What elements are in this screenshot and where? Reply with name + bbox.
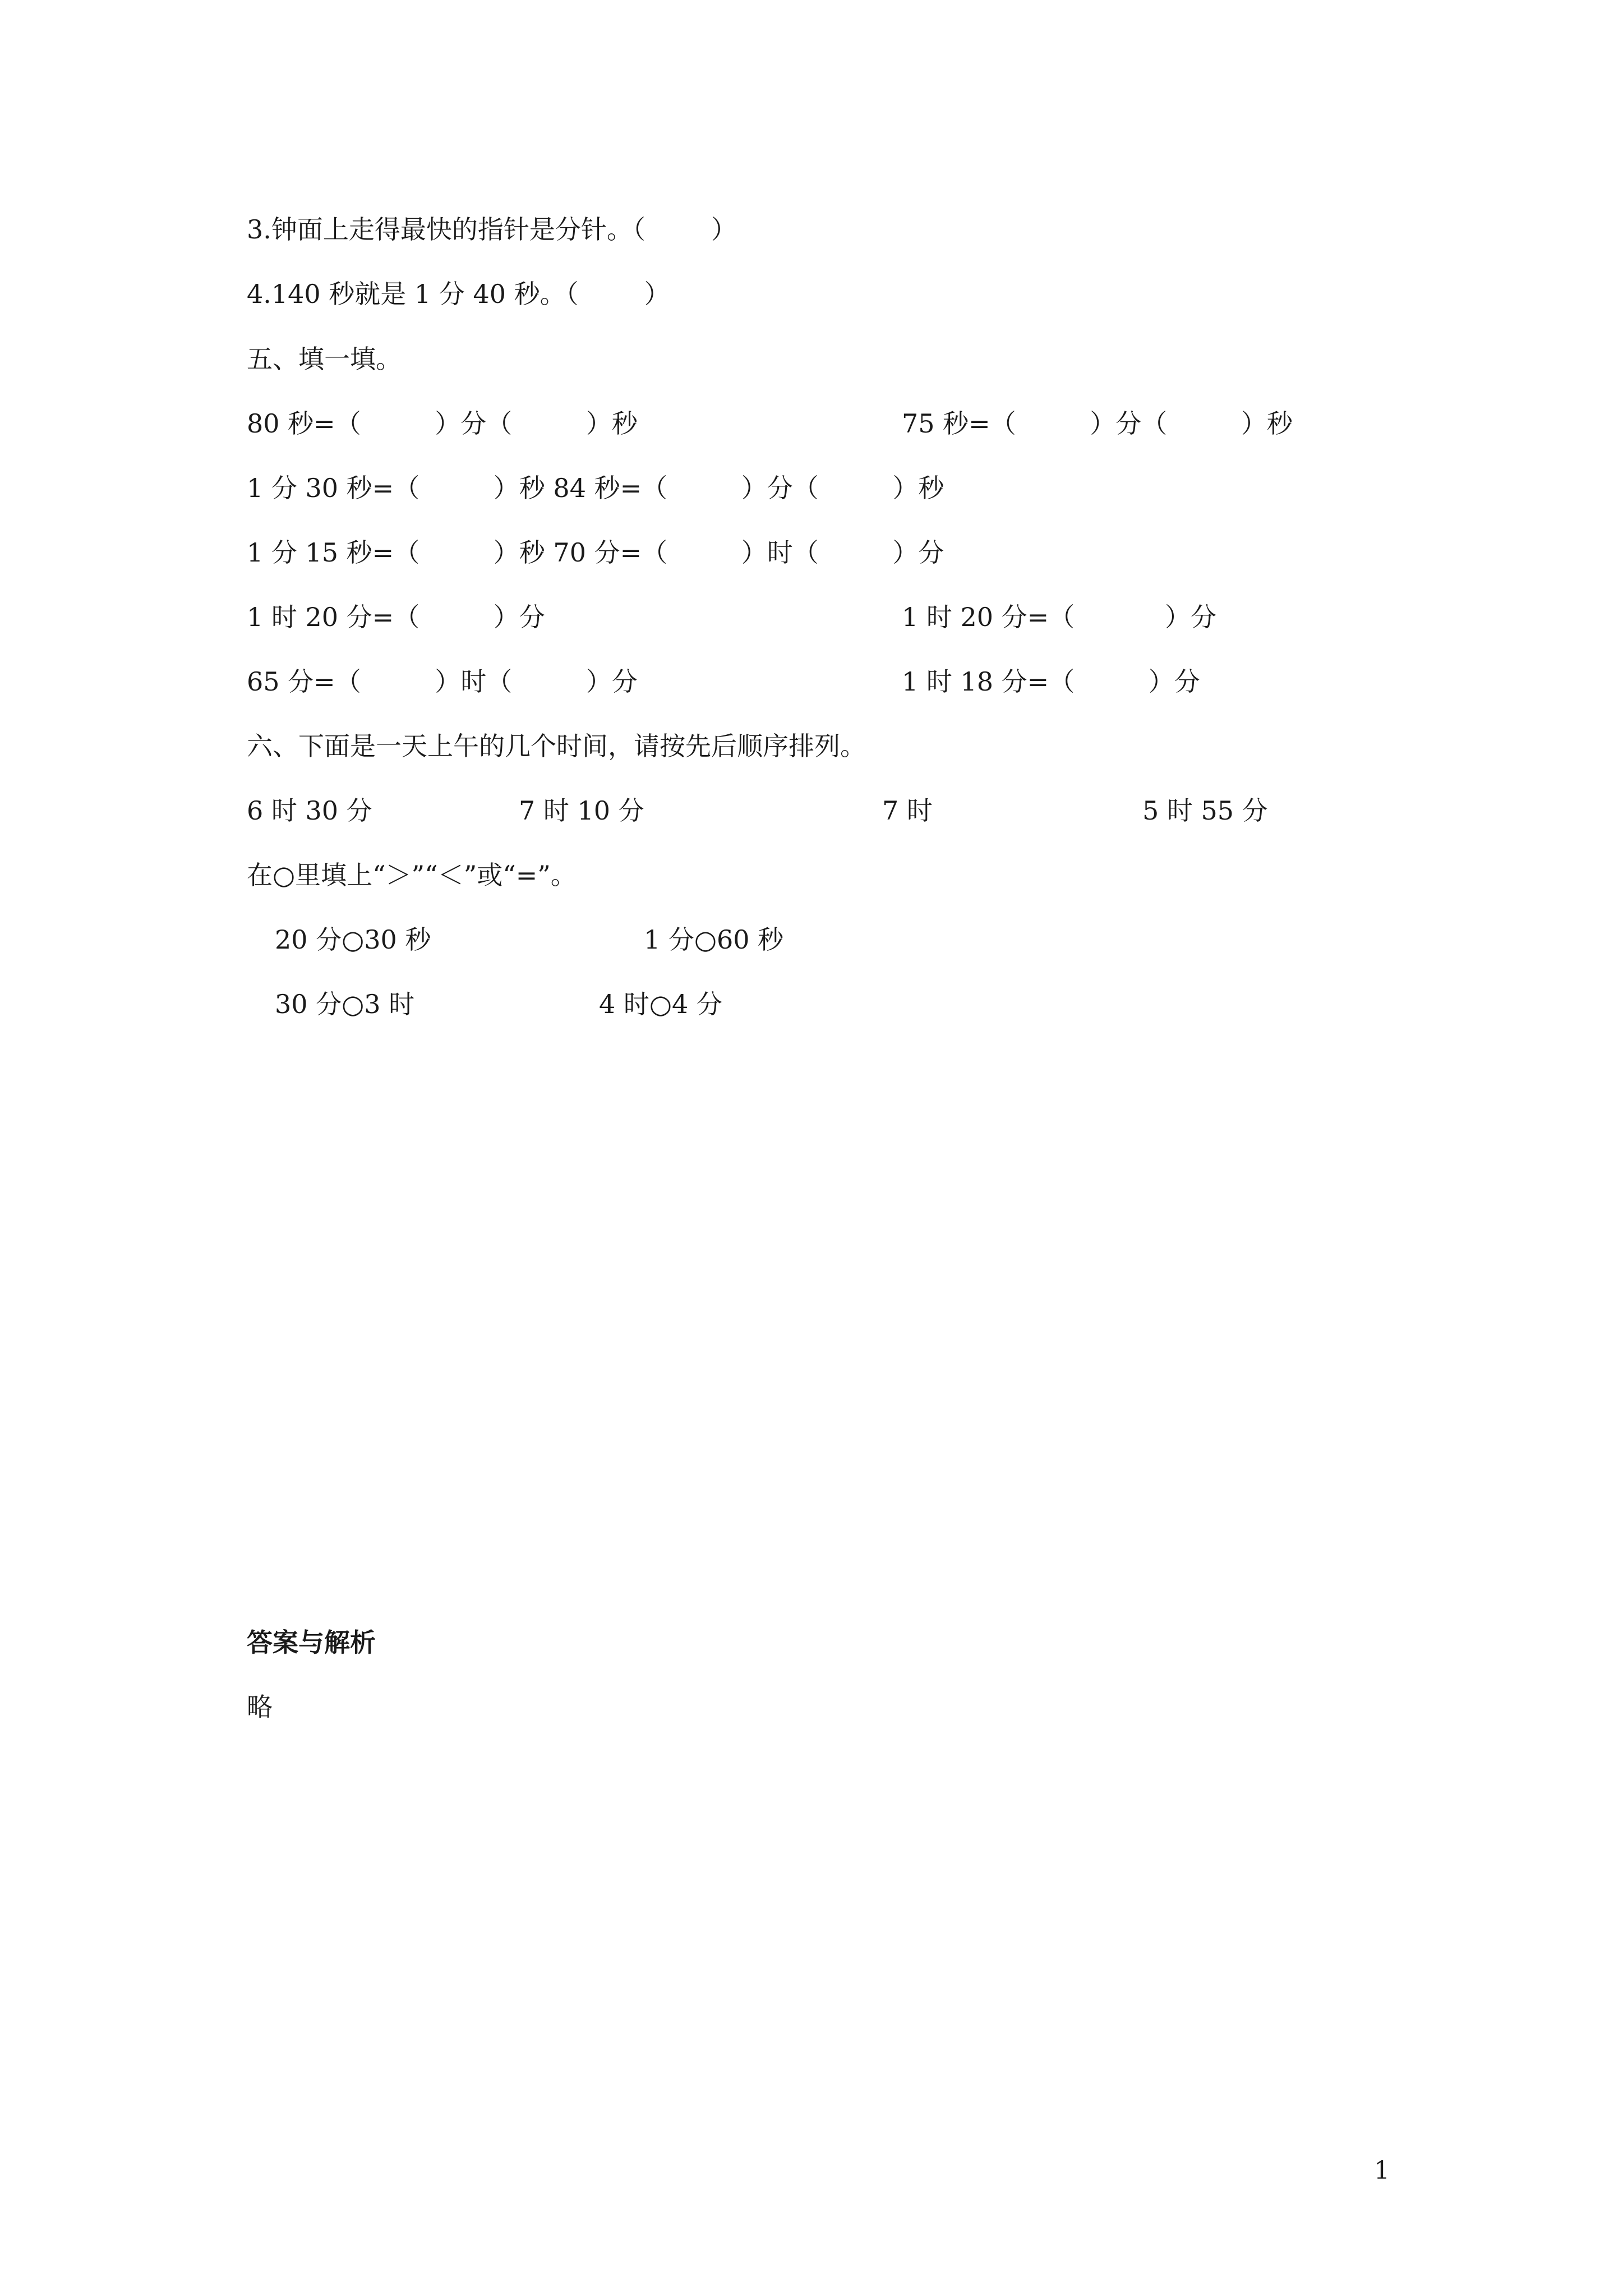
fill-row-4-right: 1 时 20 分=（ ）分 bbox=[902, 602, 1217, 632]
fill-row-1-right: 75 秒=（ ）分（ ）秒 bbox=[902, 408, 1293, 439]
fill-row-4-left: 1 时 20 分=（ ）分 bbox=[247, 602, 545, 632]
time-item-1: 6 时 30 分 bbox=[247, 795, 372, 826]
question-4: 4.140 秒就是 1 分 40 秒。（ ） bbox=[247, 279, 670, 309]
time-item-2: 7 时 10 分 bbox=[519, 795, 644, 826]
compare-2-2: 4 时○4 分 bbox=[599, 989, 722, 1019]
question-3: 3.钟面上走得最快的指针是分针。（ ） bbox=[247, 214, 737, 245]
section-6-heading: 六、下面是一天上午的几个时间，请按先后顺序排列。 bbox=[247, 731, 866, 761]
compare-1-2: 1 分○60 秒 bbox=[644, 924, 784, 955]
compare-1-1: 20 分○30 秒 bbox=[275, 924, 431, 955]
compare-2-1: 30 分○3 时 bbox=[275, 989, 415, 1019]
fill-row-1-left: 80 秒=（ ）分（ ）秒 bbox=[247, 408, 638, 439]
section-5-heading: 五、填一填。 bbox=[247, 344, 402, 374]
answers-heading: 答案与解析 bbox=[247, 1627, 376, 1658]
compare-instruction: 在○里填上“＞”“＜”或“=”。 bbox=[247, 860, 577, 890]
fill-row-5-right: 1 时 18 分=（ ）分 bbox=[902, 666, 1200, 697]
fill-row-5-left: 65 分=（ ）时（ ）分 bbox=[247, 666, 638, 697]
time-item-3: 7 时 bbox=[882, 795, 933, 826]
time-item-4: 5 时 55 分 bbox=[1142, 795, 1268, 826]
page-number: 1 bbox=[1374, 2156, 1390, 2185]
answers-text: 略 bbox=[247, 1692, 273, 1722]
fill-row-3-left: 1 分 15 秒=（ ）秒 70 分=（ ）时（ ）分 bbox=[247, 537, 944, 568]
fill-row-2-left: 1 分 30 秒=（ ）秒 84 秒=（ ）分（ ）秒 bbox=[247, 473, 944, 503]
